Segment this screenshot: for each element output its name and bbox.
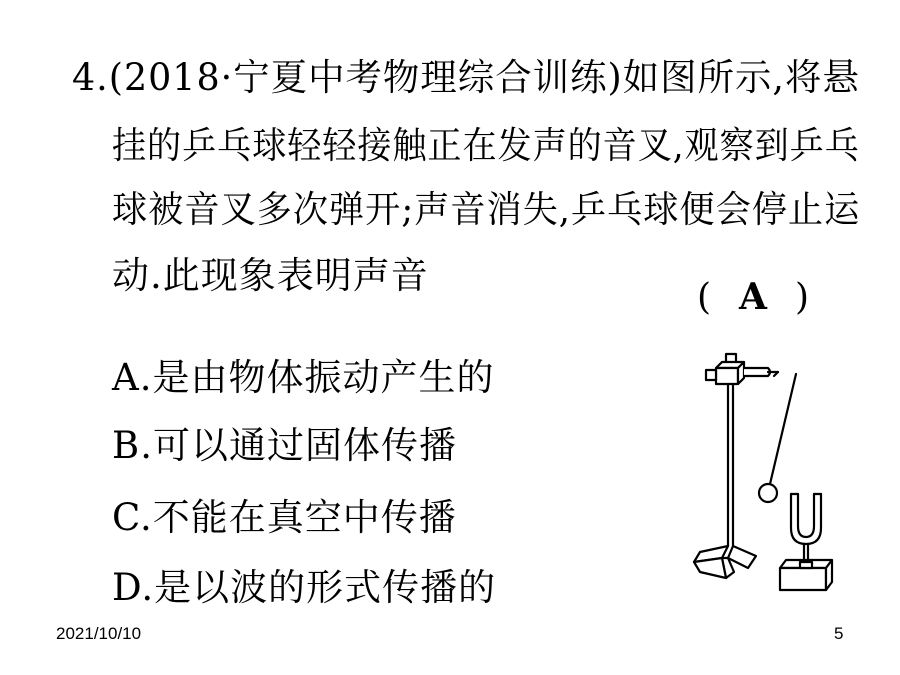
footer-date: 2021/10/10 [56,624,142,643]
answer-letter: A [739,276,767,318]
option-c: C.不能在真空中传播 [112,496,457,539]
option-b: B.可以通过固体传播 [112,424,457,467]
stand-base [694,546,756,578]
answer-close-paren: ) [794,277,810,318]
pingpong-ball-icon [759,484,777,502]
stand-rod [728,384,733,546]
stand-clamp [706,354,778,384]
question-line-4: 动.此现象表明声音 [112,254,429,297]
tuning-fork-base [780,560,832,590]
answer-bracket [697,276,809,318]
tuning-fork-pingpong-figure [686,346,836,596]
option-d: D.是以波的形式传播的 [112,566,497,609]
pendulum [759,372,796,502]
page-number: 5 [834,624,844,643]
question-line-1: 4.(2018·宁夏中考物理综合训练)如图所示,将悬 [72,56,860,99]
tuning-fork [791,494,821,564]
question-line-3: 球被音叉多次弹开;声音消失,乒乓球便会停止运 [112,188,861,231]
answer-open-paren: ( [697,277,712,318]
option-a: A.是由物体振动产生的 [112,356,495,399]
question-line-2: 挂的乒乓球轻轻接触正在发声的音叉,观察到乒乓 [112,124,860,167]
